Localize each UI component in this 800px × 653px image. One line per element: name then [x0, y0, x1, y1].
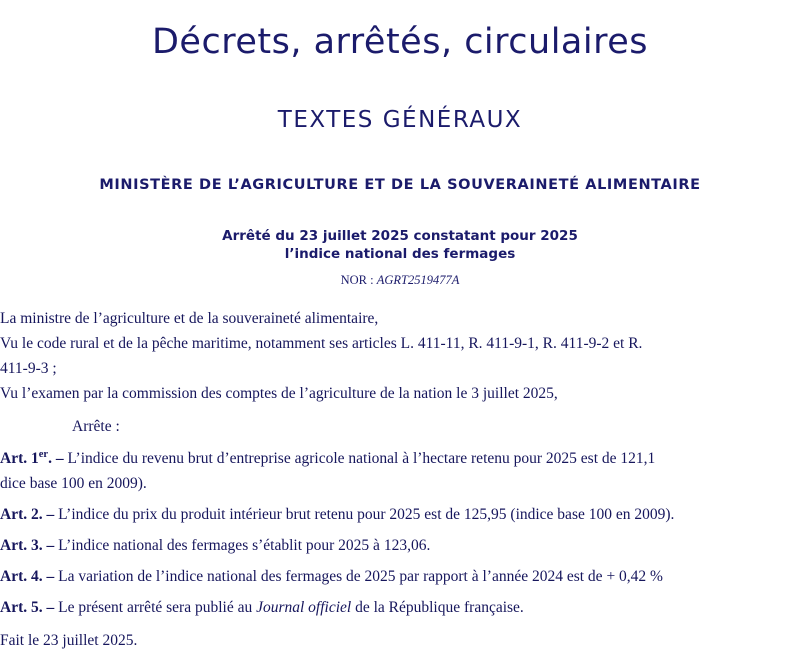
decree-title-line-1: Arrêté du 23 juillet 2025 constatant pour 2025 [222, 228, 578, 244]
article-1-label-text: Art. 1 [0, 450, 39, 468]
article-4 [0, 566, 800, 589]
article-2-label-text: Art. 2 [0, 506, 39, 524]
article-3-label-text: Art. 3 [0, 537, 39, 555]
article-4-label-text: Art. 4 [0, 568, 39, 586]
article-4-label-suffix: . – [38, 568, 59, 586]
article-5-text-pre: Le présent arrêté sera publié au [58, 598, 257, 616]
article-1-label [0, 450, 67, 467]
closing-date: Fait le 23 juillet 2025. [0, 631, 138, 649]
vu-clause-1-line-2: 411-9-3 ; [0, 360, 57, 378]
nor-reference [0, 273, 800, 288]
decree-title [0, 227, 800, 263]
article-5 [0, 597, 800, 620]
signatory-intro: La ministre de l’agriculture et de la souveraineté alimentaire, [0, 310, 379, 328]
article-1-label-suffix: . – [48, 450, 68, 468]
nor-code: AGRT2519477A [376, 273, 460, 288]
decree-title-line-2: l’indice national des fermages [284, 246, 516, 263]
article-2-label [0, 506, 58, 523]
article-1-label-sup: er [38, 449, 49, 461]
article-1-text: L’indice du revenu brut d’entreprise agricole national à l’hectare retenu pour 2025 est de 121,1 [67, 450, 656, 468]
article-2-label-suffix: . – [38, 506, 59, 524]
article-2 [0, 504, 800, 527]
vu-clause-2: Vu l’examen par la commission des comptes de l’agriculture de la nation le 3 juillet 2025, [0, 385, 558, 403]
article-1-text-continued: dice base 100 en 2009). [0, 475, 147, 493]
article-5-label-suffix: . – [38, 598, 59, 616]
journal-officiel-reference: Journal officiel [256, 598, 352, 616]
article-3-text: L’indice national des fermages s’établit pour 2025 à 123,06. [58, 537, 431, 555]
ministry-heading: MINISTÈRE DE L’AGRICULTURE ET DE LA SOUVERAINETÉ ALIMENTAIRE [99, 177, 701, 193]
arrete-keyword: Arrête : [72, 418, 120, 436]
article-3-label-suffix: . – [38, 537, 59, 555]
article-3-label [0, 537, 58, 554]
article-2-text: L’indice du prix du produit intérieur brut retenu pour 2025 est de 125,95 (indice base 100 en 2009). [58, 506, 675, 524]
section-title: TEXTES GÉNÉRAUX [277, 107, 523, 133]
article-5-label-text: Art. 5 [0, 598, 39, 616]
article-4-text: La variation de l’indice national des fermages de 2025 par rapport à l’année 2024 est de + 0,42 % [58, 568, 663, 586]
masthead-title: Décrets, arrêtés, circulaires [151, 22, 648, 62]
article-3 [0, 535, 800, 558]
article-5-label [0, 599, 58, 616]
vu-clause-1-line-1: Vu le code rural et de la pêche maritime, notamment ses articles L. 411-11, R. 411-9-1, R. 411-9-2 et R. [0, 335, 643, 353]
document-body [0, 308, 800, 652]
article-1 [0, 447, 800, 471]
article-4-label [0, 568, 58, 585]
article-5-text-post: de la République française. [351, 598, 524, 616]
nor-label: NOR : [340, 273, 377, 288]
